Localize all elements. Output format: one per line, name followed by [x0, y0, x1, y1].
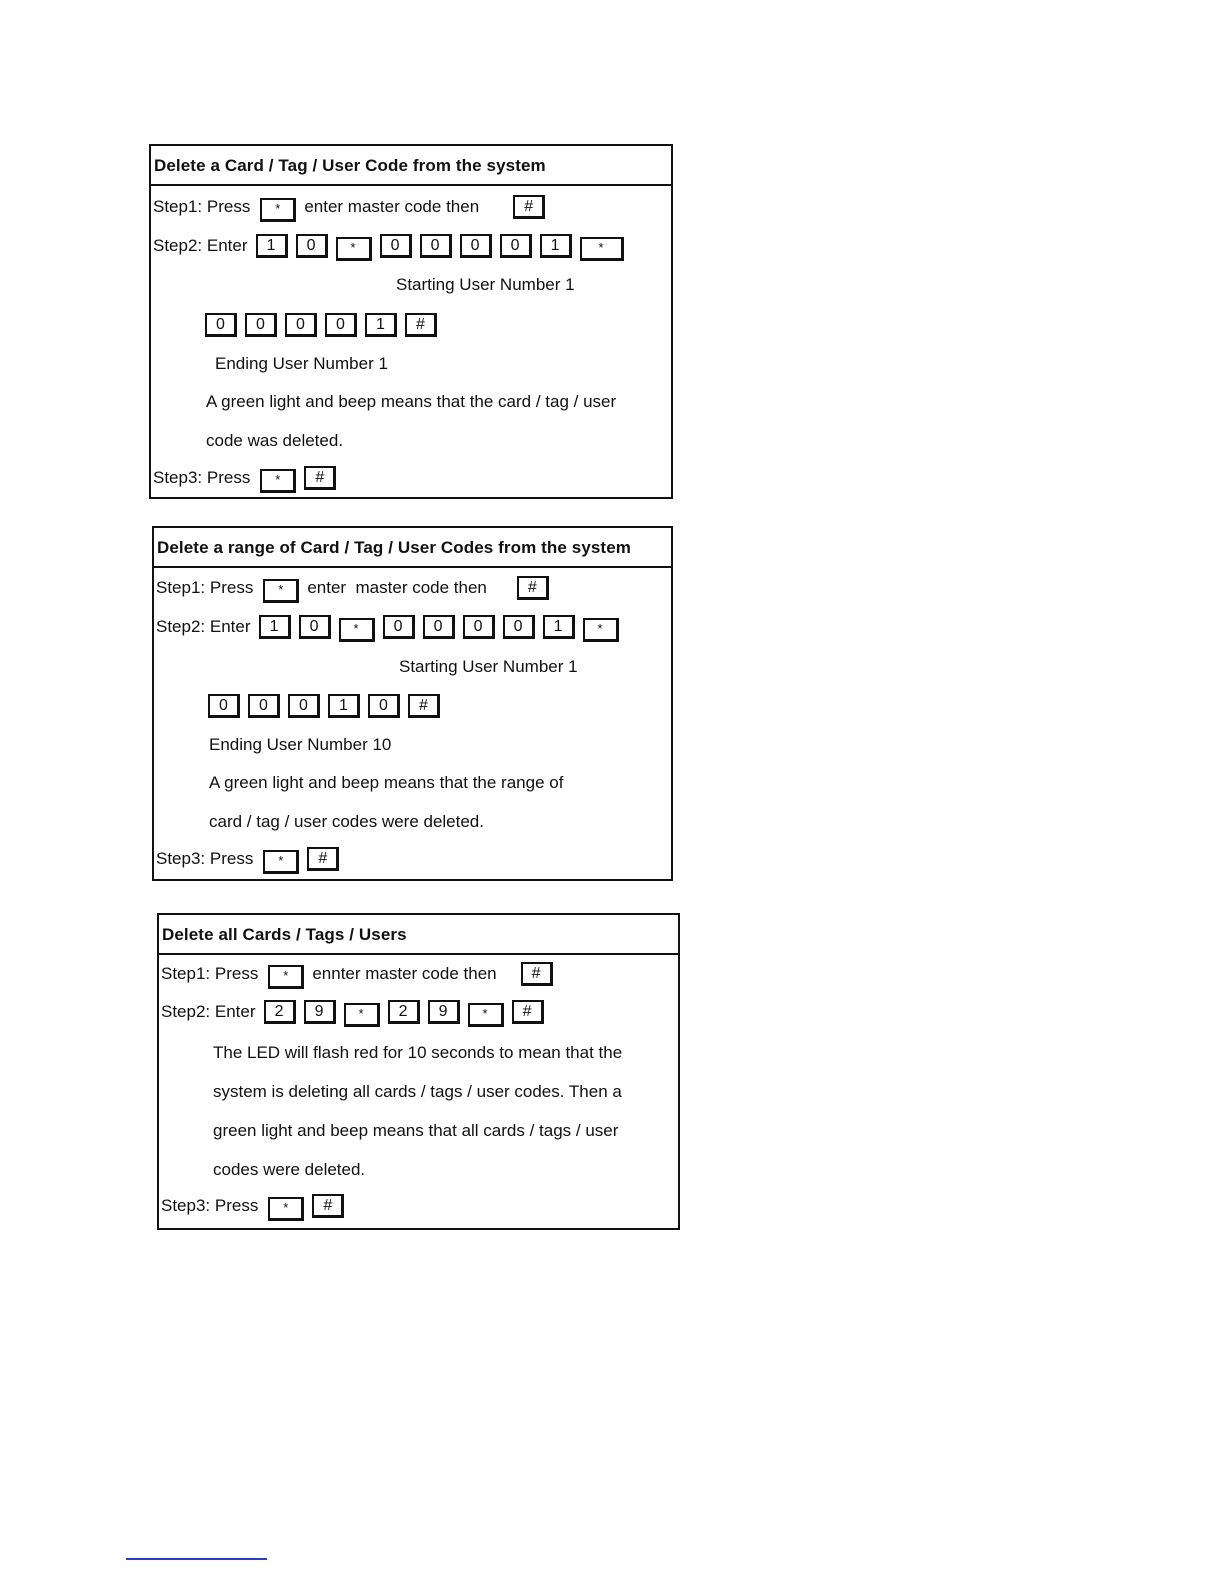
description-line: A green light and beep means that the card / tag / user: [206, 392, 617, 411]
digit-key: 1: [365, 313, 397, 337]
step2-label: Step2: Enter: [156, 617, 251, 636]
hash-key: #: [517, 576, 549, 600]
ending-keys-row: [205, 310, 445, 340]
starting-user-label: Starting User Number 1: [396, 275, 575, 294]
digit-key: 0: [245, 313, 277, 337]
digit-key: 9: [304, 1000, 336, 1024]
step2-label: Step2: Enter: [161, 1002, 256, 1021]
digit-key: 0: [205, 313, 237, 337]
digit-key: 9: [428, 1000, 460, 1024]
star-key: *: [263, 579, 299, 603]
step1-label: Step1: Press: [153, 197, 251, 216]
description-line: system is deleting all cards / tags / user codes. Then a: [213, 1082, 622, 1101]
star-key: *: [260, 469, 296, 493]
ending-keys-row: [208, 691, 448, 721]
starting-user-label: Starting User Number 1: [399, 657, 578, 676]
step1-row: [151, 192, 553, 222]
step3-row: [151, 463, 344, 493]
star-key: *: [336, 237, 372, 261]
panel-delete-range: [152, 526, 673, 881]
panel-delete-all: [157, 913, 680, 1230]
digit-key: 0: [288, 694, 320, 718]
digit-key: 0: [208, 694, 240, 718]
digit-key: 2: [264, 1000, 296, 1024]
step1-row: [154, 573, 557, 603]
step1-row: [159, 959, 561, 989]
hash-key: #: [513, 195, 545, 219]
digit-key: 1: [543, 615, 575, 639]
star-key: *: [580, 237, 624, 261]
step1-text: ennter master code then: [312, 964, 497, 983]
step3-label: Step3: Press: [161, 1196, 259, 1215]
digit-key: 2: [388, 1000, 420, 1024]
step1-label: Step1: Press: [161, 964, 259, 983]
description-line: green light and beep means that all cards / tags / user: [213, 1121, 619, 1140]
star-key: *: [268, 1197, 304, 1221]
digit-key: 1: [328, 694, 360, 718]
step1-text: enter master code then: [304, 197, 480, 216]
digit-key: 1: [540, 234, 572, 258]
hash-key: #: [408, 694, 440, 718]
hash-key: #: [521, 962, 553, 986]
ending-user-label: Ending User Number 10: [209, 735, 392, 754]
panel-title: Delete a range of Card / Tag / User Codes from the system: [154, 528, 671, 568]
step3-row: [159, 1191, 352, 1221]
step2-row: [151, 231, 632, 261]
step1-text: enter master code then: [307, 578, 487, 597]
description-line: codes were deleted.: [213, 1160, 366, 1179]
star-key: *: [344, 1003, 380, 1027]
digit-key: 0: [285, 313, 317, 337]
panel-title: Delete a Card / Tag / User Code from the system: [151, 146, 671, 186]
ending-user-label: Ending User Number 1: [215, 354, 388, 373]
star-key: *: [583, 618, 619, 642]
hash-key: #: [304, 466, 336, 490]
description-line: The LED will flash red for 10 seconds to mean that the: [213, 1043, 623, 1062]
step3-label: Step3: Press: [153, 468, 251, 487]
description-line: A green light and beep means that the range of: [209, 773, 564, 792]
star-key: *: [263, 850, 299, 874]
step3-label: Step3: Press: [156, 849, 254, 868]
digit-key: 0: [503, 615, 535, 639]
digit-key: 0: [463, 615, 495, 639]
star-key: *: [339, 618, 375, 642]
star-key: *: [468, 1003, 504, 1027]
hash-key: #: [405, 313, 437, 337]
step2-row: [159, 997, 552, 1027]
step1-label: Step1: Press: [156, 578, 254, 597]
digit-key: 0: [248, 694, 280, 718]
star-key: *: [260, 198, 296, 222]
digit-key: 0: [368, 694, 400, 718]
step2-row: [154, 612, 627, 642]
digit-key: 0: [325, 313, 357, 337]
star-key: *: [268, 965, 304, 989]
digit-key: 1: [259, 615, 291, 639]
description-line: code was deleted.: [206, 431, 344, 450]
hash-key: #: [307, 847, 339, 871]
hash-key: #: [312, 1194, 344, 1218]
step2-label: Step2: Enter: [153, 236, 248, 255]
digit-key: 1: [256, 234, 288, 258]
panel-delete-card: [149, 144, 673, 499]
panel-title: Delete all Cards / Tags / Users: [159, 915, 678, 955]
step3-row: [154, 844, 347, 874]
digit-key: 0: [500, 234, 532, 258]
digit-key: 0: [380, 234, 412, 258]
digit-key: 0: [420, 234, 452, 258]
description-line: card / tag / user codes were deleted.: [209, 812, 484, 831]
digit-key: 0: [423, 615, 455, 639]
digit-key: 0: [299, 615, 331, 639]
footnote-separator: [126, 1558, 267, 1560]
hash-key: #: [512, 1000, 544, 1024]
digit-key: 0: [460, 234, 492, 258]
digit-key: 0: [296, 234, 328, 258]
digit-key: 0: [383, 615, 415, 639]
